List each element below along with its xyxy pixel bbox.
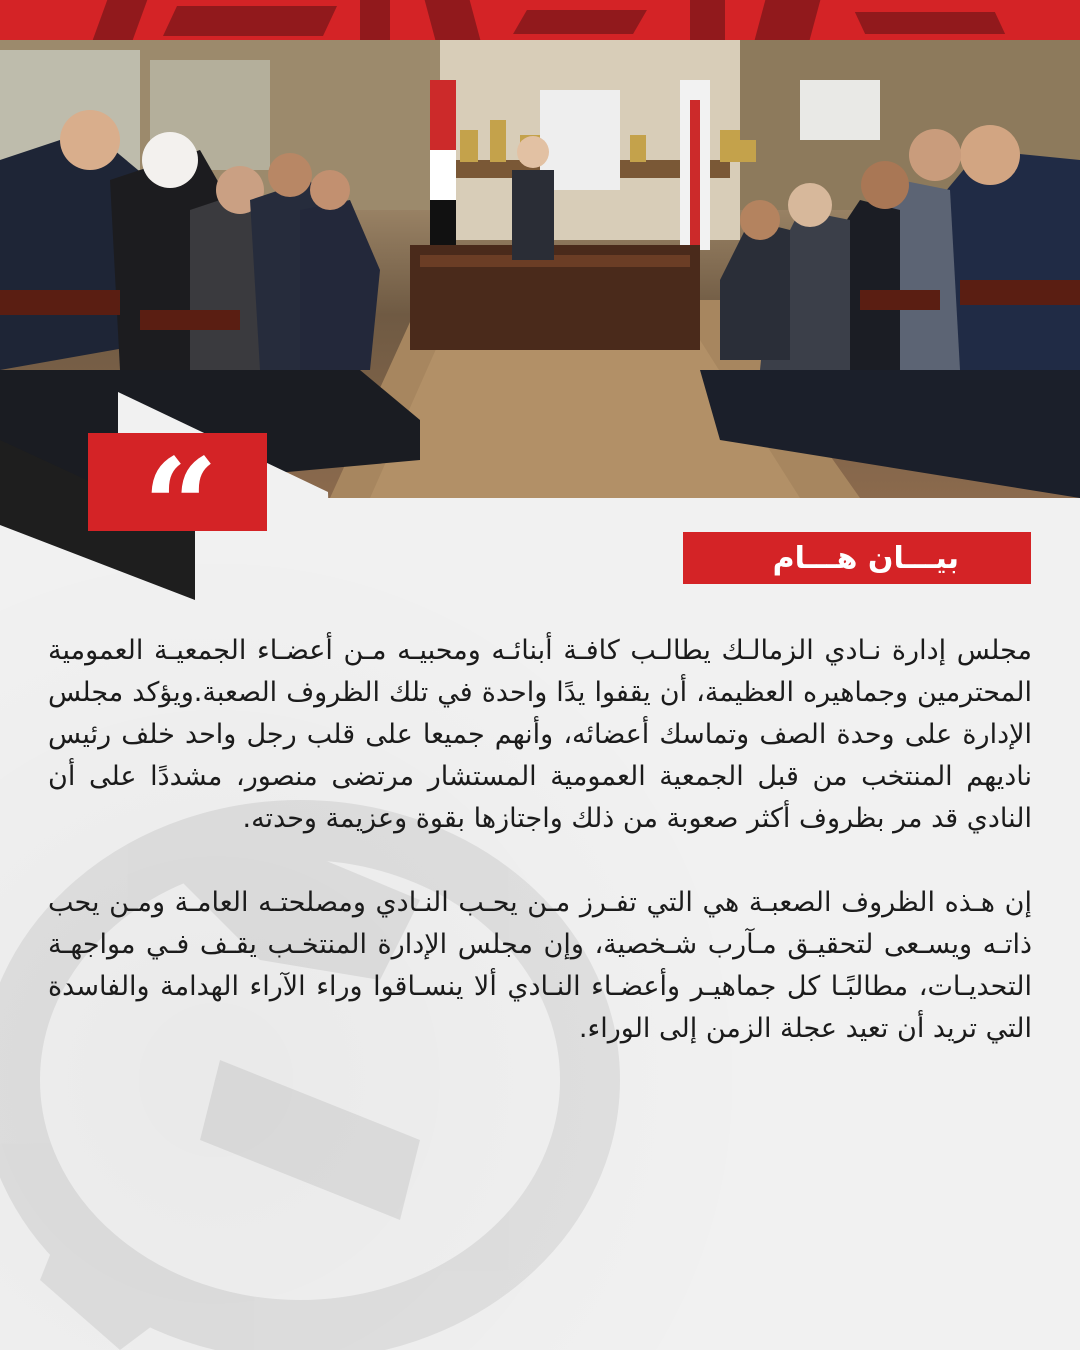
paragraph-2: إن هـذه الظروف الصعبـة هي التي تفـرز مـن يحـب النـادي ومصلحتـه العامـة ومـن يحب ذاتـه ويسـعى لتحقيـق مـآرب شـخصية، وإن مجلس الإدارة المنتخـب يقـف فـي مواجهـة التحديـات، مطالبًـا كل جماهيـر وأعضـاء النـادي ألا ينسـاقوا وراء الآراء الهدامة والفاسدة التي تريد أن تعيد عجلة الزمن إلى الوراء. xyxy=(48,887,1032,1044)
statement-title: بيـــان هـــام xyxy=(772,540,959,576)
quote-icon: “ xyxy=(142,430,213,585)
statement-body xyxy=(48,630,1032,1092)
top-red-band xyxy=(0,0,1080,40)
paragraph-1: مجلس إدارة نـادي الزمالـك يطالـب كافـة أبنائـه ومحبيـه مـن أعضـاء الجمعيـة العمومية المحترمين وجماهيره العظيمة، أن يقفوا يدًا واحدة في تلك الظروف الصعبة.ويؤكد مجلس الإدارة على وحدة الصف وتماسك أعضائه، وأنهم جميعا على قلب رجل واحد خلف رئيس ناديهم المنتخب من قبل الجمعية العمومية المستشار مرتضى منصور، مشددًا على أن النادي قد مر بظروف أكثر صعوبة من ذلك واجتازها بقوة وعزيمة وحدته. xyxy=(48,635,1032,834)
title-badge xyxy=(683,532,1031,584)
quote-badge xyxy=(88,430,267,585)
